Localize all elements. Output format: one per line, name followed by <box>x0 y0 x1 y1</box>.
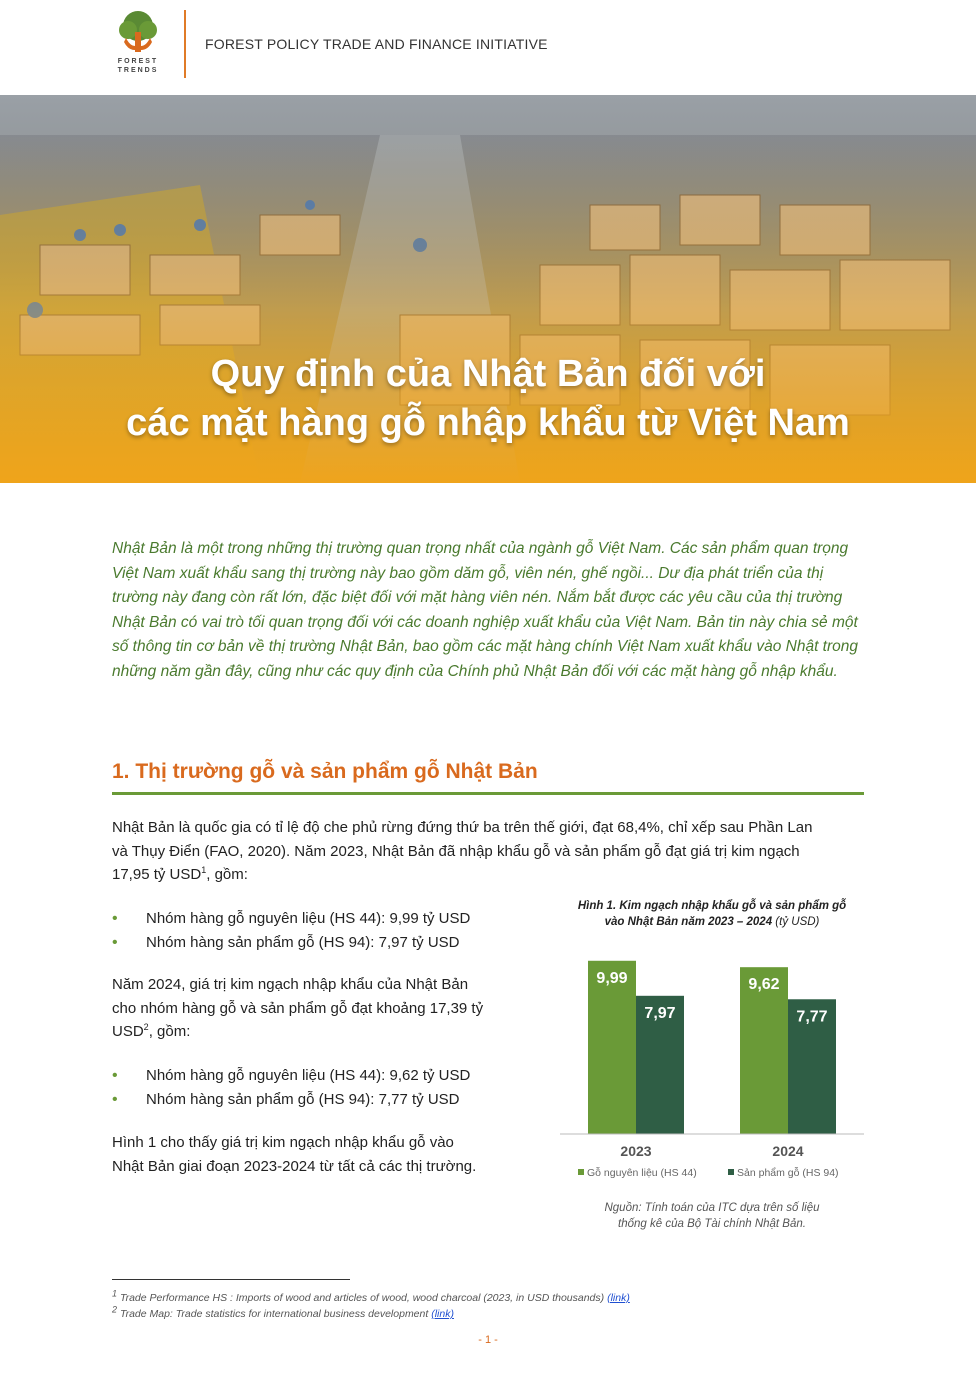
legend-swatch-1 <box>578 1169 584 1175</box>
header-divider <box>184 10 186 78</box>
page-header <box>0 0 976 95</box>
data-label: 9,62 <box>748 976 780 994</box>
legend-label-1: Gỗ nguyên liệu (HS 44) <box>587 1167 697 1179</box>
legend-label-2: Sản phẩm gỗ (HS 94) <box>737 1167 839 1179</box>
intro-paragraph: Nhật Bản là một trong những thị trường quan trọng nhất của ngành gỗ Việt Nam. Các sản phẩm quan trọng Việt Nam xuất khẩu sang thị trường này bao gồm dăm gỗ, viên nén, ghế ngồi... Dư địa phát triển của thị trường này đang còn rất lớn, đặc biệt đối với mặt hàng viên nén. Nắm bắt được các yêu cầu của thị trường Nhật Bản có vai trò tối quan trọng đối với các doanh nghiệp xuất khẩu của Việt Nam. Bản tin này chia sẻ một số thông tin cơ bản về thị trường Nhật Bản, bao gồm các mặt hàng chính Việt Nam xuất khẩu vào Nhật trong những năm gần đây, cũng như các quy định của Chính phủ Nhật Bản đối với các mặt hàng gỗ nhập khẩu. <box>112 540 859 680</box>
list-item: • Nhóm hàng gỗ nguyên liệu (HS 44): 9,99 tỷ USD <box>112 907 470 931</box>
section-divider <box>112 792 864 795</box>
bullet-list-2023 <box>112 907 470 954</box>
legend-swatch-2 <box>728 1169 734 1175</box>
data-label: 9,99 <box>596 969 628 987</box>
data-label: 7,77 <box>796 1008 828 1026</box>
footnote-2-link[interactable]: (link) <box>431 1308 454 1320</box>
x-tick-label: 2023 <box>620 1143 652 1159</box>
hero-title-line1: Quy định của Nhật Bản đối với <box>210 353 766 395</box>
paragraph-3: Hình 1 cho thấy giá trị kim ngạch nhập khẩu gỗ vào Nhật Bản giai đoạn 2023-2024 từ tất cả các thị trường. <box>112 1134 477 1175</box>
paragraph-1: Nhật Bản là quốc gia có tỉ lệ độ che phủ rừng đứng thứ ba trên thế giới, đạt 68,4%, chỉ xếp sau Phần Lan và Thụy Điển (FAO, 2020). Năm 2023, Nhật Bản đã nhập khẩu gỗ và sản phẩm gỗ đạt giá trị kim ngạch 17,95 tỷ USD$^1$, gồm: <box>112 819 813 883</box>
footnote-2: $^2$ Trade Map: Trade statistics for international business development (link) <box>112 1304 454 1320</box>
hero-title-line2: các mặt hàng gỗ nhập khẩu từ Việt Nam <box>126 402 850 444</box>
figure-source: Nguồn: Tính toán của ITC dựa trên số liệu thống kê của Bộ Tài chính Nhật Bản. <box>604 1202 820 1230</box>
footnote-1: $^1$ Trade Performance HS : Imports of wood and articles of wood, wood charcoal (2023, in USD thousands) (link) <box>112 1288 630 1304</box>
data-label: 7,97 <box>644 1004 676 1022</box>
import-value-bar-chart <box>560 940 866 1195</box>
figure-caption: Hình 1. Kim ngạch nhập khẩu gỗ và sản phẩm gỗ vào Nhật Bản năm 2023 – 2024 (tỷ USD) <box>577 900 847 928</box>
list-item: • Nhóm hàng sản phẩm gỗ (HS 94): 7,97 tỷ USD <box>112 931 470 955</box>
x-tick-label: 2024 <box>772 1143 804 1159</box>
footnote-ref-1: 1 <box>201 865 207 875</box>
footnote-1-link[interactable]: (link) <box>607 1292 630 1304</box>
footnote-divider <box>112 1279 350 1280</box>
initiative-name: FOREST POLICY TRADE AND FINANCE INITIATIVE <box>205 36 548 52</box>
logo-wordmark: FOREST TRENDS <box>117 58 159 74</box>
section-title: 1. Thị trường gỗ và sản phẩm gỗ Nhật Bản <box>112 760 538 783</box>
list-item: • Nhóm hàng sản phẩm gỗ (HS 94): 7,77 tỷ USD <box>112 1088 470 1112</box>
footnote-ref-2: 2 <box>143 1022 149 1032</box>
bullet-list-2024 <box>112 1064 470 1111</box>
page-number: - 1 - <box>478 1334 498 1346</box>
paragraph-2: Năm 2024, giá trị kim ngạch nhập khẩu của Nhật Bản cho nhóm hàng gỗ và sản phẩm gỗ đạt khoảng 17,39 tỷ USD$^2$, gồm: <box>112 976 484 1040</box>
list-item: • Nhóm hàng gỗ nguyên liệu (HS 44): 9,62 tỷ USD <box>112 1064 470 1088</box>
hero-banner <box>0 95 976 483</box>
